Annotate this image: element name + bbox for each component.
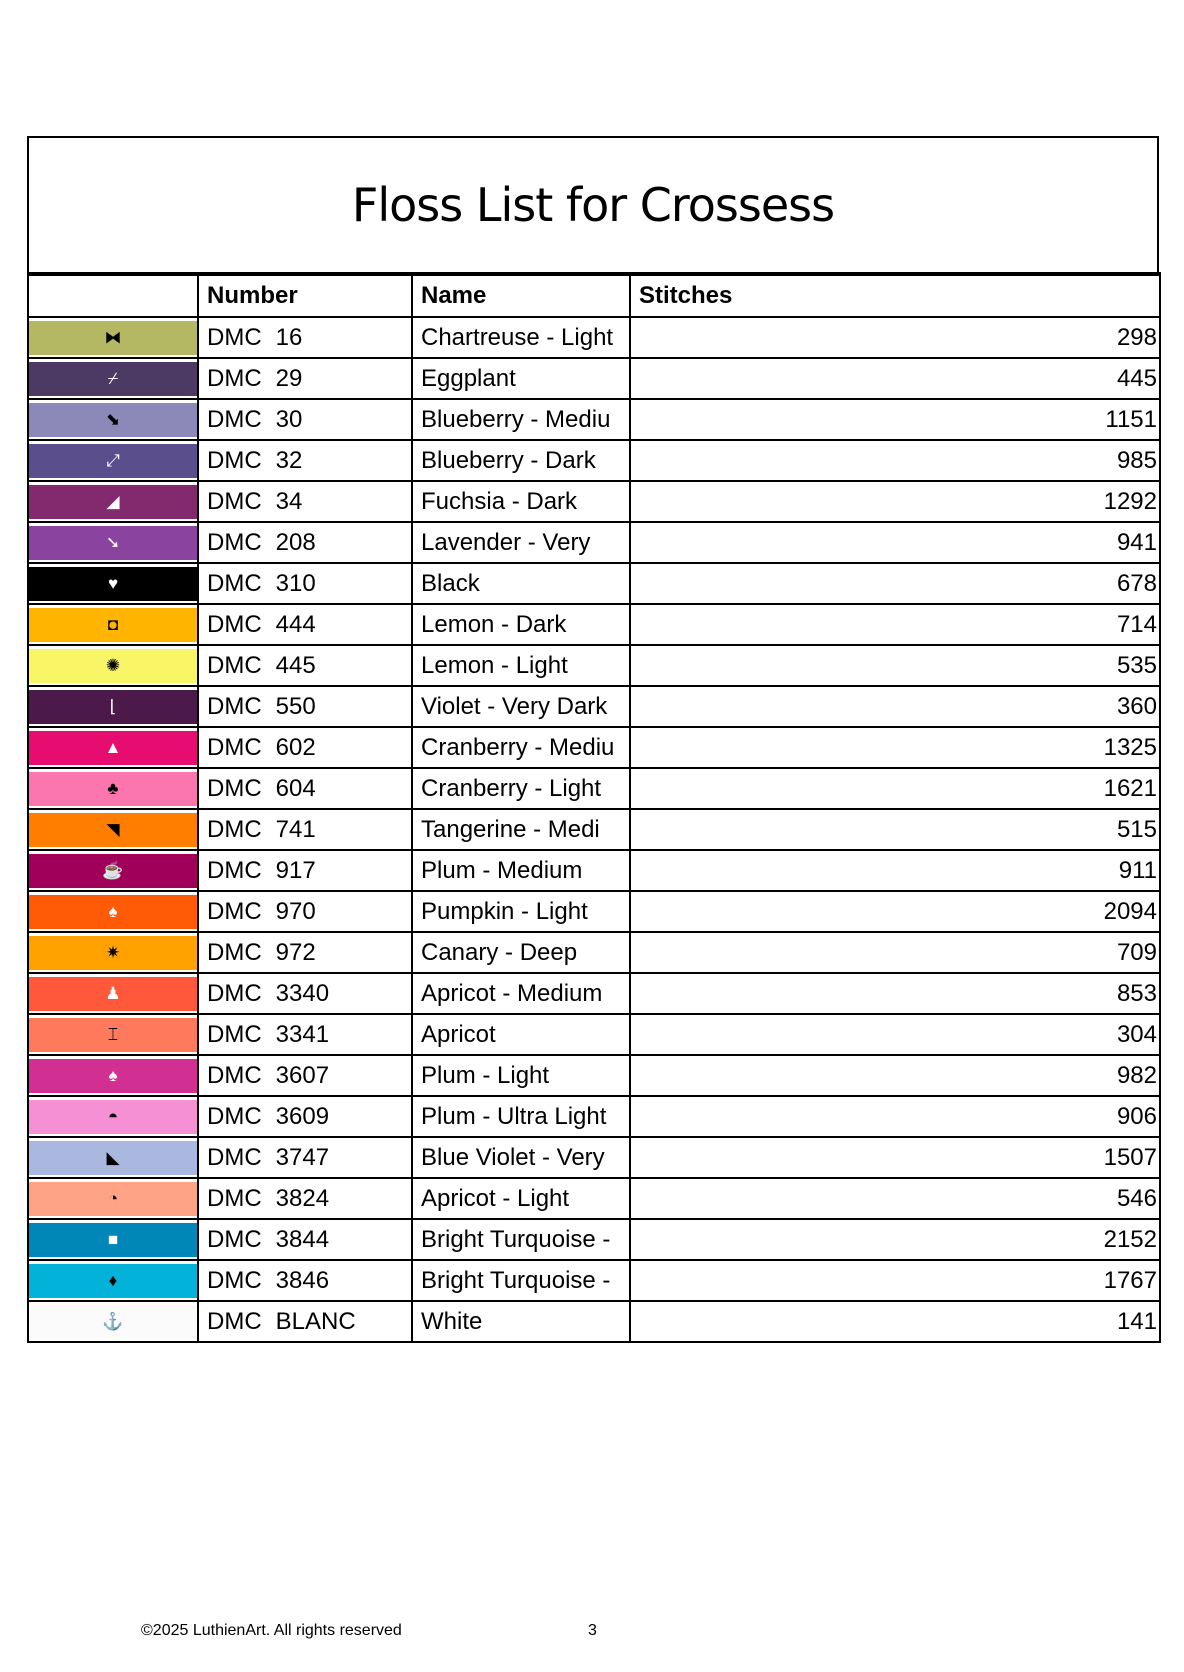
color-swatch-cell bbox=[28, 850, 198, 891]
floss-number: 3844 bbox=[275, 1225, 330, 1253]
floss-brand: DMC bbox=[207, 1184, 262, 1212]
color-swatch bbox=[29, 403, 197, 437]
floss-number-cell bbox=[198, 645, 412, 686]
stitch-count: 941 bbox=[630, 522, 1160, 563]
title-box bbox=[27, 136, 1159, 272]
table-row bbox=[28, 358, 1160, 399]
stairs-icon: ⌿ bbox=[107, 369, 119, 388]
floss-number-cell bbox=[198, 1219, 412, 1260]
table-row bbox=[28, 891, 1160, 932]
floss-name: Chartreuse - Light bbox=[412, 317, 630, 358]
floss-name: Fuchsia - Dark bbox=[412, 481, 630, 522]
floss-brand: DMC bbox=[207, 528, 262, 556]
table-row bbox=[28, 850, 1160, 891]
star-burst-icon: ✷ bbox=[105, 943, 121, 962]
floss-brand: DMC bbox=[207, 692, 262, 720]
color-swatch bbox=[29, 1223, 197, 1257]
floss-number-cell bbox=[198, 358, 412, 399]
floss-number: 917 bbox=[275, 856, 316, 884]
footer-copyright: ©2025 LuthienArt. All rights reserved bbox=[141, 1622, 402, 1639]
stitch-count: 1767 bbox=[630, 1260, 1160, 1301]
header-stitches: Stitches bbox=[630, 274, 1160, 317]
color-swatch bbox=[29, 772, 197, 806]
color-swatch-cell bbox=[28, 932, 198, 973]
stitch-count: 853 bbox=[630, 973, 1160, 1014]
color-swatch-cell bbox=[28, 768, 198, 809]
color-swatch bbox=[29, 1141, 197, 1175]
color-swatch bbox=[29, 813, 197, 847]
color-swatch-cell bbox=[28, 891, 198, 932]
color-swatch bbox=[29, 485, 197, 519]
floss-brand: DMC bbox=[207, 938, 262, 966]
stitch-count: 1507 bbox=[630, 1137, 1160, 1178]
floss-number-cell bbox=[198, 604, 412, 645]
floss-brand: DMC bbox=[207, 651, 262, 679]
color-swatch bbox=[29, 1100, 197, 1134]
floss-number-cell bbox=[198, 932, 412, 973]
floss-brand: DMC bbox=[207, 487, 262, 515]
color-swatch bbox=[29, 321, 197, 355]
color-swatch bbox=[29, 1018, 197, 1052]
floss-number-cell bbox=[198, 522, 412, 563]
color-swatch-cell bbox=[28, 481, 198, 522]
floss-number-cell bbox=[198, 440, 412, 481]
floss-list-sheet bbox=[27, 136, 1159, 1343]
stitch-count: 709 bbox=[630, 932, 1160, 973]
floss-brand: DMC bbox=[207, 569, 262, 597]
floss-name: Lemon - Light bbox=[412, 645, 630, 686]
square-icon: ■ bbox=[107, 1230, 119, 1249]
lower-triangle-icon: ◣ bbox=[106, 1148, 120, 1167]
floss-number: 32 bbox=[275, 446, 303, 474]
floss-name: Apricot - Light bbox=[412, 1178, 630, 1219]
stitch-count: 304 bbox=[630, 1014, 1160, 1055]
stitch-count: 445 bbox=[630, 358, 1160, 399]
stitch-count: 906 bbox=[630, 1096, 1160, 1137]
color-swatch-cell bbox=[28, 1219, 198, 1260]
color-swatch-cell bbox=[28, 1096, 198, 1137]
floss-brand: DMC bbox=[207, 733, 262, 761]
stitch-count: 982 bbox=[630, 1055, 1160, 1096]
floss-name: Pumpkin - Light bbox=[412, 891, 630, 932]
floss-name: Lavender - Very bbox=[412, 522, 630, 563]
step-icon: ⌊ bbox=[109, 697, 117, 716]
color-swatch-cell bbox=[28, 727, 198, 768]
color-swatch-cell bbox=[28, 973, 198, 1014]
diamond-icon: ♦ bbox=[108, 1271, 118, 1290]
stitch-count: 546 bbox=[630, 1178, 1160, 1219]
color-swatch-cell bbox=[28, 1178, 198, 1219]
floss-number-cell bbox=[198, 768, 412, 809]
floss-brand: DMC bbox=[207, 1143, 262, 1171]
floss-name: Violet - Very Dark bbox=[412, 686, 630, 727]
table-row bbox=[28, 481, 1160, 522]
stitch-count: 535 bbox=[630, 645, 1160, 686]
color-swatch bbox=[29, 895, 197, 929]
floss-table bbox=[27, 272, 1161, 1343]
page-title: Floss List for Crossess bbox=[351, 178, 835, 232]
color-swatch-cell bbox=[28, 1137, 198, 1178]
color-swatch-cell bbox=[28, 563, 198, 604]
floss-number-cell bbox=[198, 1301, 412, 1342]
color-swatch bbox=[29, 936, 197, 970]
floss-name: Blue Violet - Very bbox=[412, 1137, 630, 1178]
color-swatch-cell bbox=[28, 440, 198, 481]
floss-number: 3340 bbox=[275, 979, 330, 1007]
table-row bbox=[28, 1260, 1160, 1301]
floss-name: Plum - Medium bbox=[412, 850, 630, 891]
floss-brand: DMC bbox=[207, 610, 262, 638]
color-swatch-cell bbox=[28, 809, 198, 850]
floss-number: 34 bbox=[275, 487, 303, 515]
floss-number-cell bbox=[198, 809, 412, 850]
floss-number-cell bbox=[198, 1055, 412, 1096]
color-swatch bbox=[29, 649, 197, 683]
color-swatch-cell bbox=[28, 645, 198, 686]
color-swatch-cell bbox=[28, 317, 198, 358]
floss-number: 604 bbox=[275, 774, 316, 802]
color-swatch-cell bbox=[28, 399, 198, 440]
stitch-count: 678 bbox=[630, 563, 1160, 604]
floss-name: Cranberry - Mediu bbox=[412, 727, 630, 768]
table-row bbox=[28, 604, 1160, 645]
floss-number-cell bbox=[198, 563, 412, 604]
color-swatch bbox=[29, 1264, 197, 1298]
header-swatch bbox=[28, 274, 198, 317]
table-row bbox=[28, 1096, 1160, 1137]
floss-name: White bbox=[412, 1301, 630, 1342]
stitch-count: 2152 bbox=[630, 1219, 1160, 1260]
bowtie-icon: ⧓ bbox=[104, 328, 122, 347]
floss-brand: DMC bbox=[207, 1307, 262, 1335]
table-row bbox=[28, 317, 1160, 358]
floss-number: BLANC bbox=[275, 1307, 356, 1335]
color-swatch bbox=[29, 1182, 197, 1216]
floss-number-cell bbox=[198, 317, 412, 358]
table-row bbox=[28, 809, 1160, 850]
floss-name: Plum - Light bbox=[412, 1055, 630, 1096]
color-swatch-cell bbox=[28, 1055, 198, 1096]
floss-name: Apricot bbox=[412, 1014, 630, 1055]
floss-name: Blueberry - Mediu bbox=[412, 399, 630, 440]
floss-name: Plum - Ultra Light bbox=[412, 1096, 630, 1137]
color-swatch-cell bbox=[28, 686, 198, 727]
table-header-row bbox=[28, 274, 1160, 317]
color-swatch-cell bbox=[28, 1301, 198, 1342]
mushroom-icon: ♠ bbox=[108, 1066, 118, 1085]
floss-brand: DMC bbox=[207, 1020, 262, 1048]
floss-name: Black bbox=[412, 563, 630, 604]
table-row bbox=[28, 1178, 1160, 1219]
table-row bbox=[28, 645, 1160, 686]
floss-number-cell bbox=[198, 973, 412, 1014]
floss-brand: DMC bbox=[207, 446, 262, 474]
arrow-down-right-icon: ⬊ bbox=[105, 410, 121, 429]
header-number: Number bbox=[198, 274, 412, 317]
floss-number-cell bbox=[198, 686, 412, 727]
floss-number: 550 bbox=[275, 692, 316, 720]
table-row bbox=[28, 973, 1160, 1014]
floss-number-cell bbox=[198, 850, 412, 891]
floss-name: Bright Turquoise - bbox=[412, 1260, 630, 1301]
table-row bbox=[28, 686, 1160, 727]
floss-number: 3747 bbox=[275, 1143, 330, 1171]
floss-name: Blueberry - Dark bbox=[412, 440, 630, 481]
color-swatch-cell bbox=[28, 522, 198, 563]
floss-brand: DMC bbox=[207, 323, 262, 351]
floss-number-cell bbox=[198, 891, 412, 932]
floss-number: 602 bbox=[275, 733, 316, 761]
swirl-icon: ◔ bbox=[107, 1189, 119, 1208]
triangle-icon: ◢ bbox=[106, 492, 120, 511]
floss-number: 444 bbox=[275, 610, 316, 638]
table-body bbox=[28, 317, 1160, 1342]
color-swatch bbox=[29, 526, 197, 560]
floss-number: 741 bbox=[275, 815, 316, 843]
floss-name: Cranberry - Light bbox=[412, 768, 630, 809]
tree-icon: ▲ bbox=[104, 738, 122, 757]
stitch-count: 1621 bbox=[630, 768, 1160, 809]
heart-circle-icon: ♥ bbox=[107, 574, 119, 593]
floss-number: 3824 bbox=[275, 1184, 330, 1212]
table-row bbox=[28, 1055, 1160, 1096]
floss-brand: DMC bbox=[207, 1102, 262, 1130]
table-row bbox=[28, 1014, 1160, 1055]
floss-number-cell bbox=[198, 481, 412, 522]
table-row bbox=[28, 399, 1160, 440]
color-swatch bbox=[29, 731, 197, 765]
table-row bbox=[28, 1137, 1160, 1178]
floss-name: Canary - Deep bbox=[412, 932, 630, 973]
floss-number: 29 bbox=[275, 364, 303, 392]
color-swatch bbox=[29, 977, 197, 1011]
table-row bbox=[28, 522, 1160, 563]
floss-brand: DMC bbox=[207, 405, 262, 433]
stitch-count: 1151 bbox=[630, 399, 1160, 440]
floss-number: 3607 bbox=[275, 1061, 330, 1089]
floss-number: 208 bbox=[275, 528, 316, 556]
floss-number: 3846 bbox=[275, 1266, 330, 1294]
color-swatch bbox=[29, 1305, 197, 1339]
floss-number-cell bbox=[198, 1014, 412, 1055]
floss-brand: DMC bbox=[207, 1225, 262, 1253]
floss-brand: DMC bbox=[207, 774, 262, 802]
color-swatch-cell bbox=[28, 358, 198, 399]
floss-number-cell bbox=[198, 1260, 412, 1301]
floss-number-cell bbox=[198, 727, 412, 768]
floss-number: 3609 bbox=[275, 1102, 330, 1130]
color-swatch bbox=[29, 854, 197, 888]
color-swatch-cell bbox=[28, 604, 198, 645]
ladder-icon: ⌶ bbox=[107, 1025, 119, 1044]
table-row bbox=[28, 768, 1160, 809]
floss-name: Lemon - Dark bbox=[412, 604, 630, 645]
floss-number: 16 bbox=[275, 323, 303, 351]
half-dome-icon: ◓ bbox=[107, 1107, 119, 1126]
floss-number-cell bbox=[198, 399, 412, 440]
color-swatch bbox=[29, 567, 197, 601]
floss-number-cell bbox=[198, 1178, 412, 1219]
corner-triangle-icon: ◥ bbox=[106, 820, 120, 839]
color-swatch bbox=[29, 444, 197, 478]
stitch-count: 298 bbox=[630, 317, 1160, 358]
floss-brand: DMC bbox=[207, 897, 262, 925]
stitch-count: 515 bbox=[630, 809, 1160, 850]
club-icon: ♣ bbox=[107, 779, 119, 798]
starburst-icon: ✺ bbox=[105, 656, 121, 675]
floss-number-cell bbox=[198, 1096, 412, 1137]
floss-brand: DMC bbox=[207, 979, 262, 1007]
floss-name: Eggplant bbox=[412, 358, 630, 399]
stitch-count: 2094 bbox=[630, 891, 1160, 932]
floss-brand: DMC bbox=[207, 856, 262, 884]
color-swatch bbox=[29, 362, 197, 396]
pawn-icon: ♟ bbox=[105, 984, 121, 1003]
square-outline-icon: ◘ bbox=[107, 615, 119, 634]
floss-number: 30 bbox=[275, 405, 303, 433]
color-swatch bbox=[29, 608, 197, 642]
expand-arrow-icon: ⤢ bbox=[106, 451, 120, 470]
stitch-count: 985 bbox=[630, 440, 1160, 481]
stitch-count: 1292 bbox=[630, 481, 1160, 522]
table-row bbox=[28, 932, 1160, 973]
table-row bbox=[28, 1219, 1160, 1260]
table-row bbox=[28, 1301, 1160, 1342]
floss-name: Tangerine - Medi bbox=[412, 809, 630, 850]
curved-arrow-icon: ➘ bbox=[105, 533, 121, 552]
footer-page-number: 3 bbox=[588, 1622, 597, 1639]
cup-icon: ☕ bbox=[102, 861, 124, 880]
floss-number: 445 bbox=[275, 651, 316, 679]
color-swatch bbox=[29, 690, 197, 724]
color-swatch-cell bbox=[28, 1260, 198, 1301]
floss-name: Bright Turquoise - bbox=[412, 1219, 630, 1260]
table-row bbox=[28, 440, 1160, 481]
floss-name: Apricot - Medium bbox=[412, 973, 630, 1014]
floss-brand: DMC bbox=[207, 1266, 262, 1294]
color-swatch bbox=[29, 1059, 197, 1093]
stitch-count: 911 bbox=[630, 850, 1160, 891]
anchor-icon: ⚓ bbox=[102, 1312, 124, 1331]
table-row bbox=[28, 727, 1160, 768]
stitch-count: 714 bbox=[630, 604, 1160, 645]
stitch-count: 360 bbox=[630, 686, 1160, 727]
stitch-count: 1325 bbox=[630, 727, 1160, 768]
floss-brand: DMC bbox=[207, 364, 262, 392]
header-name: Name bbox=[412, 274, 630, 317]
floss-brand: DMC bbox=[207, 1061, 262, 1089]
floss-number-cell bbox=[198, 1137, 412, 1178]
stitch-count: 141 bbox=[630, 1301, 1160, 1342]
floss-number: 3341 bbox=[275, 1020, 330, 1048]
color-swatch-cell bbox=[28, 1014, 198, 1055]
floss-number: 970 bbox=[275, 897, 316, 925]
table-row bbox=[28, 563, 1160, 604]
floss-number: 310 bbox=[275, 569, 316, 597]
floss-number: 972 bbox=[275, 938, 316, 966]
floss-brand: DMC bbox=[207, 815, 262, 843]
spade-icon: ♠ bbox=[108, 902, 118, 921]
